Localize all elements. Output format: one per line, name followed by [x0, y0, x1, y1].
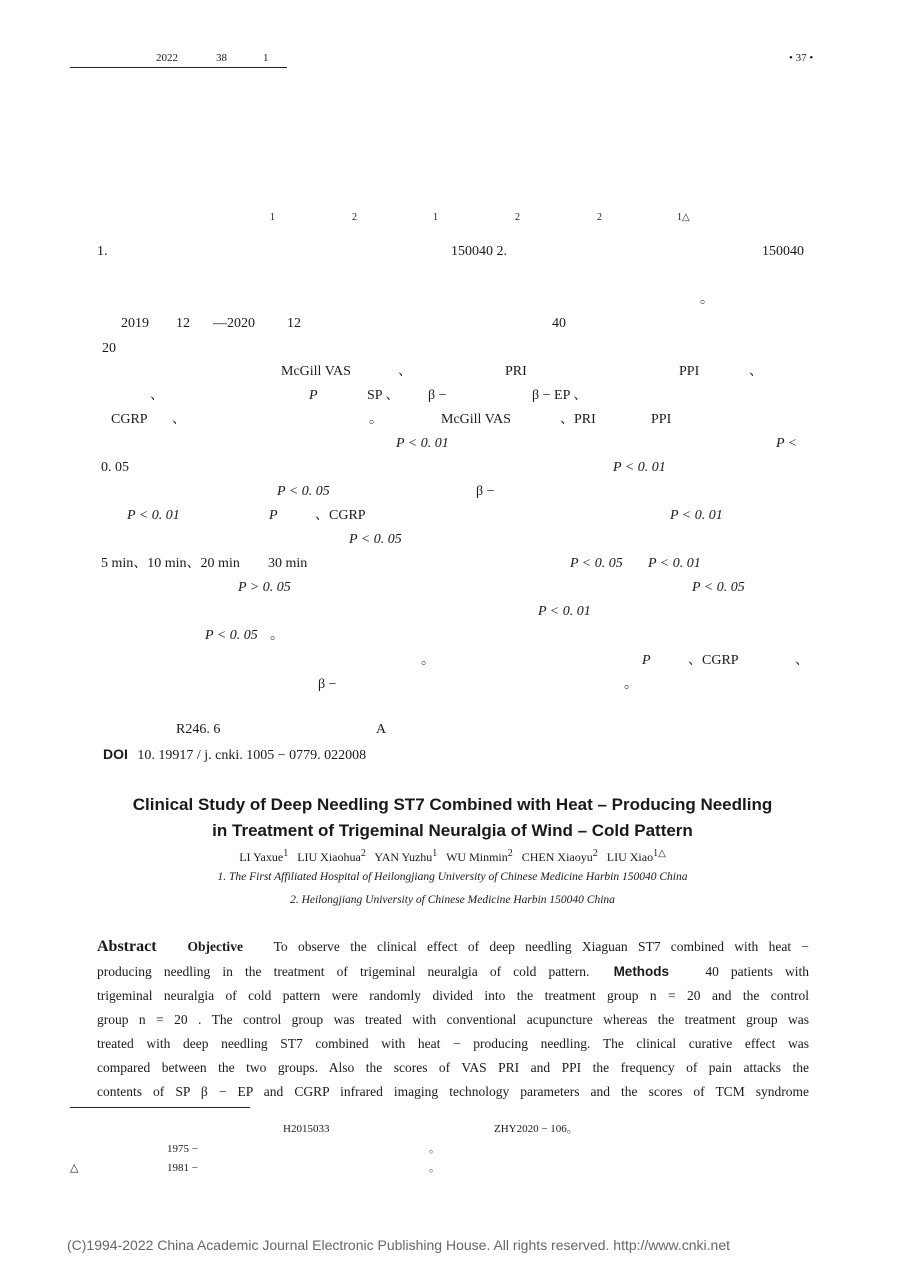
cn-abstract-fragment: 。 [421, 653, 435, 668]
cn-abstract-fragment: β − EP 、 [532, 388, 588, 403]
doi-label: DOI [103, 746, 128, 762]
english-title-line1: Clinical Study of Deep Needling ST7 Combined with Heat – Producing Needling [132, 795, 773, 814]
footnote-period: 。 [429, 1143, 440, 1155]
cn-abstract-fragment: P < 0. 01 [538, 604, 591, 619]
corresponding-author-mark: △ [70, 1162, 79, 1174]
cn-abstract-fragment: 、 [172, 412, 186, 427]
english-abstract-line: contents of SP β − EP and CGRP infrared imaging technology parameters and the scores of TCM syndrome [97, 1084, 809, 1099]
doi-line [103, 747, 366, 763]
author: LIU Xiaohua$^2$ [297, 848, 366, 864]
cn-abstract-fragment: —2020 [213, 316, 255, 331]
footnote-grant: ZHY2020 − 106。 [494, 1123, 578, 1135]
footnote-rule [70, 1107, 250, 1108]
cn-abstract-fragment: McGill VAS [441, 412, 511, 427]
cn-abstract-fragment: P [309, 388, 318, 403]
english-author-list [0, 848, 905, 865]
cn-author-sup: 2 [515, 212, 520, 223]
cn-abstract-fragment: P < 0. 01 [613, 460, 666, 475]
footnote-grant: H2015033 [283, 1123, 330, 1135]
cn-abstract-fragment: 、 [749, 364, 763, 379]
english-abstract-line [97, 938, 809, 956]
cn-abstract-fragment: 、CGRP [688, 653, 739, 668]
english-affiliation-1: 1. The First Affiliated Hospital of Heilongjiang University of Chinese Medicine Harbin 150040 China [217, 871, 688, 883]
english-abstract-line: treated with deep needling ST7 combined with heat − producing needling. The clinical curative effect was [97, 1036, 809, 1051]
cn-abstract-fragment: β − [428, 388, 447, 403]
cn-abstract-fragment: 、PRI [560, 412, 596, 427]
header-rule [70, 67, 287, 68]
english-abstract-line: group n = 20 . The control group was treated with conventional acupuncture whereas the treatment group was [97, 1012, 809, 1027]
english-abstract-line: compared between the two groups. Also the scores of VAS PRI and PPI the frequency of pain attacks the [97, 1060, 809, 1075]
cn-abstract-fragment: P < 0. 01 [127, 508, 180, 523]
abstract-text: 40 patients with [705, 964, 809, 979]
cn-abstract-fragment: 30 min [268, 556, 308, 571]
cn-abstract-fragment: 。 [369, 412, 383, 427]
footnote-period: 。 [429, 1162, 440, 1174]
cn-author-sup: 2 [352, 212, 357, 223]
abstract-label: Abstract [97, 938, 157, 955]
cn-abstract-fragment: P < 0. 05 [205, 628, 258, 643]
header-year: 2022 [156, 52, 178, 64]
cn-abstract-fragment: SP 、 [367, 388, 400, 403]
cn-abstract-fragment: β − [476, 484, 495, 499]
cn-abstract-fragment: P [642, 653, 651, 668]
cn-abstract-fragment: P < 0. 01 [396, 436, 449, 451]
cn-abstract-fragment: McGill VAS [281, 364, 351, 379]
cn-abstract-fragment: P < 0. 01 [670, 508, 723, 523]
english-affiliation-2: 2. Heilongjiang University of Chinese Medicine Harbin 150040 China [290, 894, 615, 906]
author: LIU Xiao$^{1\triangle}$ [606, 848, 666, 864]
cn-abstract-fragment: P [269, 508, 278, 523]
header-issue: 1 [263, 52, 269, 64]
cn-author-sup: 1 [433, 212, 438, 223]
cn-abstract-fragment: PRI [505, 364, 527, 379]
cn-abstract-fragment: P < [776, 436, 798, 451]
cn-author-sup: 1 [270, 212, 275, 223]
cn-abstract-fragment: PPI [679, 364, 700, 379]
cn-abstract-fragment: 2019 [121, 316, 149, 331]
author: LI Yaxue$^1$ [239, 848, 289, 864]
doi-value: 10. 19917 / j. cnki. 1005 − 0779. 022008 [137, 748, 367, 763]
cn-abstract-fragment: P < 0. 05 [692, 580, 745, 595]
header-volume: 38 [216, 52, 227, 64]
cn-abstract-fragment: CGRP [111, 412, 148, 427]
abstract-text: To observe the clinical effect of deep needling Xiaguan ST7 combined with heat − [273, 939, 809, 954]
author: YAN Yuzhu$^1$ [374, 848, 438, 864]
english-abstract-line [97, 964, 809, 980]
author: WU Minmin$^2$ [446, 848, 513, 864]
copyright-footer: (C)1994-2022 China Academic Journal Electronic Publishing House. All rights reserved. http://www.cnki.net [67, 1237, 730, 1253]
cn-abstract-fragment: β − [318, 677, 337, 692]
cn-abstract-fragment: P < 0. 05 [349, 532, 402, 547]
cn-abstract-fragment: 。 [700, 292, 714, 307]
footnote-author-birth: 1981 − [167, 1162, 198, 1174]
cn-abstract-fragment: 、 [398, 364, 412, 379]
cn-abstract-fragment: PPI [651, 412, 672, 427]
cn-affil-postcode: 150040 2. [451, 244, 507, 259]
cn-abstract-fragment: 、 [150, 388, 164, 403]
cn-author-sup: 1△ [677, 212, 690, 223]
cn-abstract-fragment: 、 [795, 653, 809, 668]
english-abstract-line: trigeminal neuralgia of cold pattern were randomly divided into the treatment group n = 20 and the control [97, 988, 809, 1003]
cn-abstract-fragment: P < 0. 01 [648, 556, 701, 571]
cn-abstract-fragment: 40 [552, 316, 566, 331]
methods-label: Methods [613, 964, 670, 979]
cn-abstract-fragment: 20 [102, 341, 116, 356]
cn-abstract-fragment: 、CGRP [315, 508, 366, 523]
header-page-number: • 37 • [789, 52, 814, 64]
cn-abstract-fragment: P < 0. 05 [570, 556, 623, 571]
cn-abstract-fragment: 12 [287, 316, 301, 331]
cn-abstract-fragment: 0. 05 [101, 460, 129, 475]
cn-abstract-fragment: 。 [270, 628, 284, 643]
cn-affil-postcode: 150040 [762, 244, 804, 259]
footnote-author-birth: 1975 − [167, 1143, 198, 1155]
cn-abstract-fragment: P > 0. 05 [238, 580, 291, 595]
clc-number: R246. 6 [176, 722, 221, 737]
cn-abstract-fragment: 。 [624, 677, 638, 692]
document-code: A [376, 722, 387, 737]
objective-label: Objective [187, 939, 243, 954]
english-title-line2: in Treatment of Trigeminal Neuralgia of Wind – Cold Pattern [212, 821, 693, 840]
cn-author-sup: 2 [597, 212, 602, 223]
cn-abstract-fragment: P < 0. 05 [277, 484, 330, 499]
abstract-text: producing needling in the treatment of trigeminal neuralgia of cold pattern. [97, 964, 590, 979]
cn-abstract-fragment: 12 [176, 316, 190, 331]
cn-abstract-fragment: 5 min、10 min、20 min [101, 556, 240, 571]
author: CHEN Xiaoyu$^2$ [521, 848, 598, 864]
cn-affil-number: 1. [97, 244, 108, 259]
